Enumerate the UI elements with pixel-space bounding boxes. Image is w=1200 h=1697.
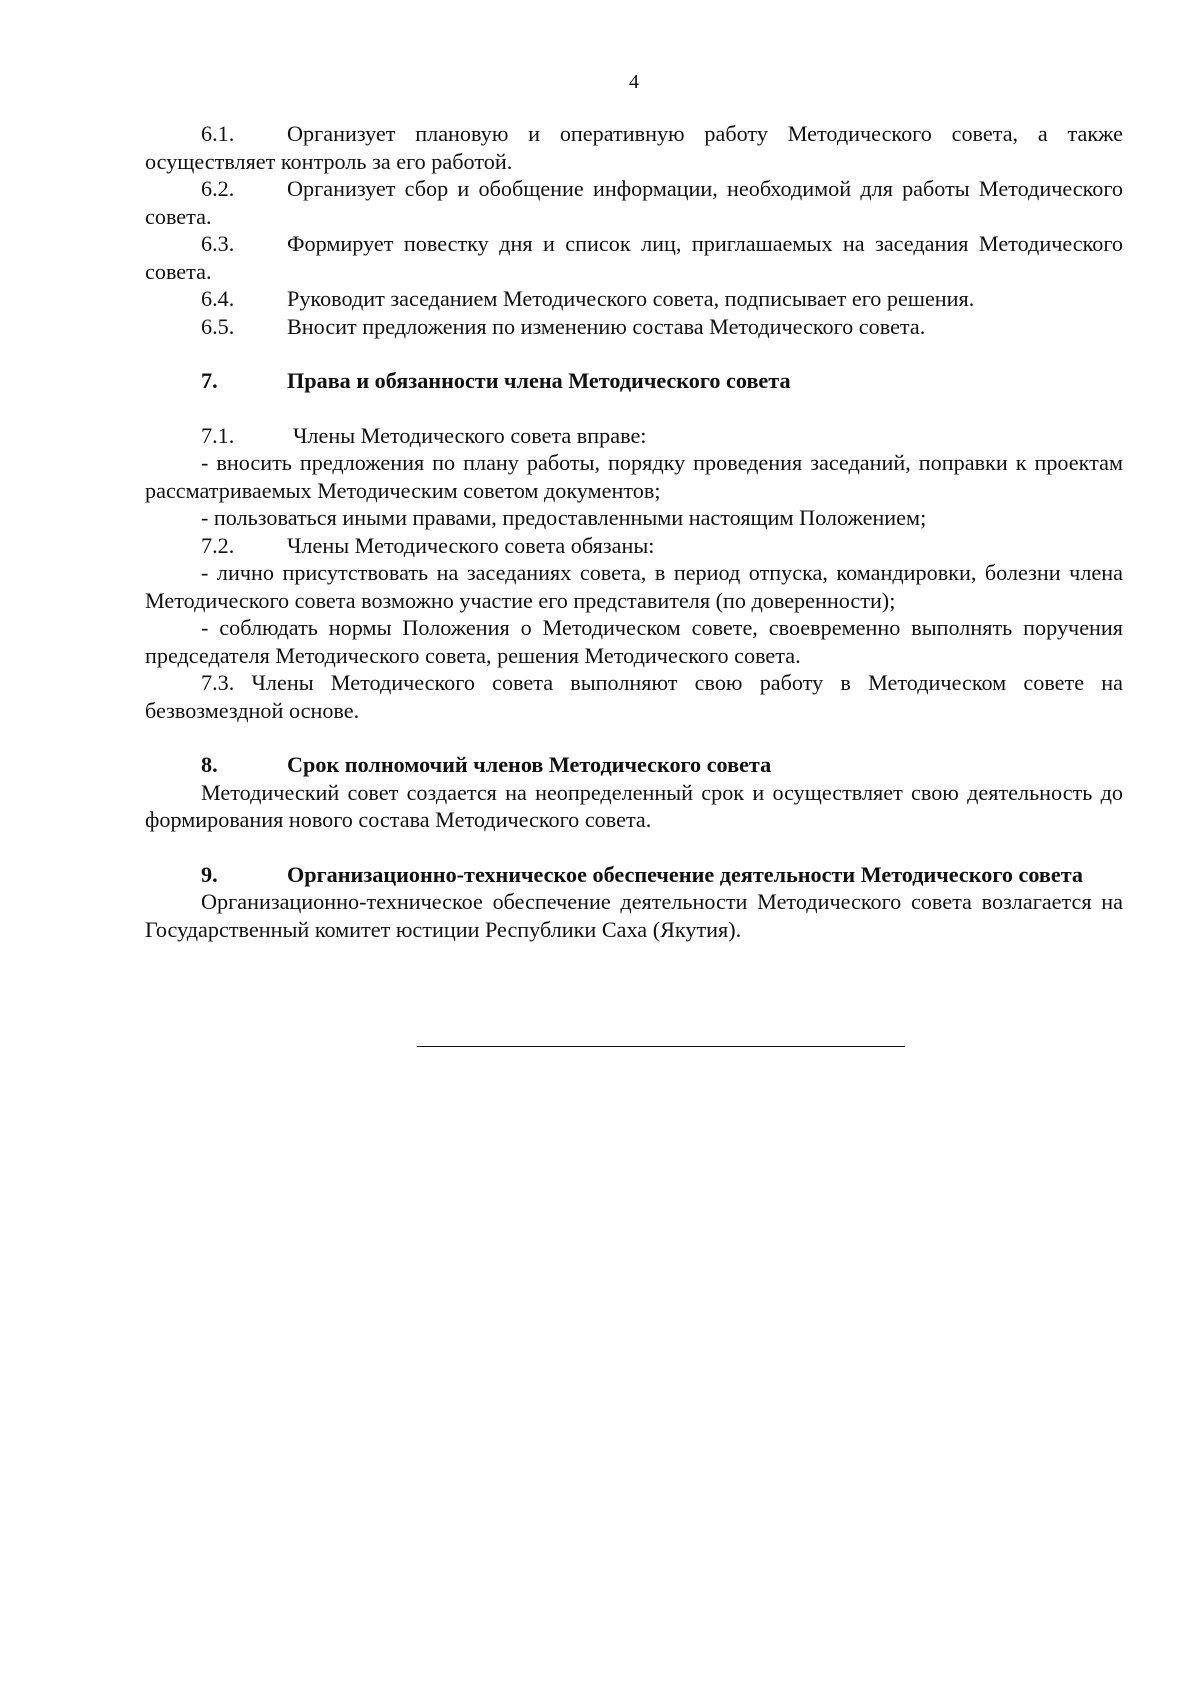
- clause-text: Формирует повестку дня и список лиц, приглашаемых на заседания Методического совета.: [145, 231, 1123, 284]
- clause-text: Вносит предложения по изменению состава Методического совета.: [287, 313, 926, 339]
- clause-number: 6.5.: [201, 313, 235, 339]
- clause-number: 6.3.: [201, 231, 235, 256]
- clause-number: 6.1.: [201, 121, 235, 146]
- section-number: 8.: [201, 752, 218, 777]
- clause-number: 7.1.: [201, 422, 235, 448]
- section-7-heading: [145, 367, 1123, 395]
- clause-6-5: [145, 313, 1123, 341]
- clause-number: 6.2.: [201, 176, 235, 201]
- clause-6-2: [145, 175, 1123, 230]
- clause-6-1: [145, 120, 1123, 175]
- section-title: Права и обязанности члена Методического совета: [287, 368, 791, 393]
- spacer: [145, 724, 1123, 751]
- clause-text: Члены Методического совета обязаны:: [287, 532, 655, 558]
- clause-7-3: 7.3. Члены Методического совета выполняют свою работу в Методическом совете на безвозмездной основе.: [145, 670, 1123, 723]
- clause-text: Члены Методического совета вправе:: [293, 422, 647, 448]
- list-item: - пользоваться иными правами, предоставленными настоящим Положением;: [201, 505, 927, 530]
- document-body: [145, 120, 1123, 943]
- clause-number: 6.4.: [201, 286, 235, 311]
- section-8-heading: [145, 751, 1123, 779]
- section-9-heading: [145, 861, 1123, 889]
- clause-7-2: [145, 532, 1123, 560]
- spacer: [145, 834, 1123, 861]
- spacer: [145, 395, 1123, 422]
- clause-text: Организует плановую и оперативную работу Методического совета, а также осуществляет контроль за его работой.: [145, 121, 1123, 174]
- section-8-text: Методический совет создается на неопределенный срок и осуществляет свою деятельность до формирования нового состава Методического совета.: [145, 779, 1123, 832]
- page-number: 4: [629, 71, 639, 93]
- clause-6-4: [145, 285, 1123, 313]
- clause-text: Организует сбор и обобщение информации, необходимой для работы Методического совета.: [145, 176, 1123, 229]
- list-item: - лично присутствовать на заседаниях совета, в период отпуска, командировки, болезни члена Методического совета возможно участие его представителя (по доверенности);: [145, 560, 1123, 613]
- clause-text: Руководит заседанием Методического совета, подписывает его решения.: [287, 286, 975, 311]
- clause-7-1: [145, 422, 1123, 450]
- closing-rule: [417, 1046, 905, 1047]
- spacer: [145, 340, 1123, 367]
- list-item: - соблюдать нормы Положения о Методическом совете, своевременно выполнять поручения председателя Методического совета, решения Методического совета.: [145, 615, 1123, 668]
- section-title: Организационно-техническое обеспечение деятельности Методического совета: [287, 861, 1083, 887]
- section-9-text: Организационно-техническое обеспечение деятельности Методического совета возлагается на Государственный комитет юстиции Республики Саха (Якутия).: [145, 889, 1123, 942]
- list-item: - вносить предложения по плану работы, порядку проведения заседаний, поправки к проектам рассматриваемых Методическим советом документов;: [145, 450, 1123, 503]
- section-number: 7.: [201, 368, 218, 393]
- clause-number: 7.2.: [201, 532, 235, 558]
- section-number: 9.: [201, 861, 218, 887]
- section-title: Срок полномочий членов Методического совета: [287, 752, 772, 777]
- clause-6-3: [145, 230, 1123, 285]
